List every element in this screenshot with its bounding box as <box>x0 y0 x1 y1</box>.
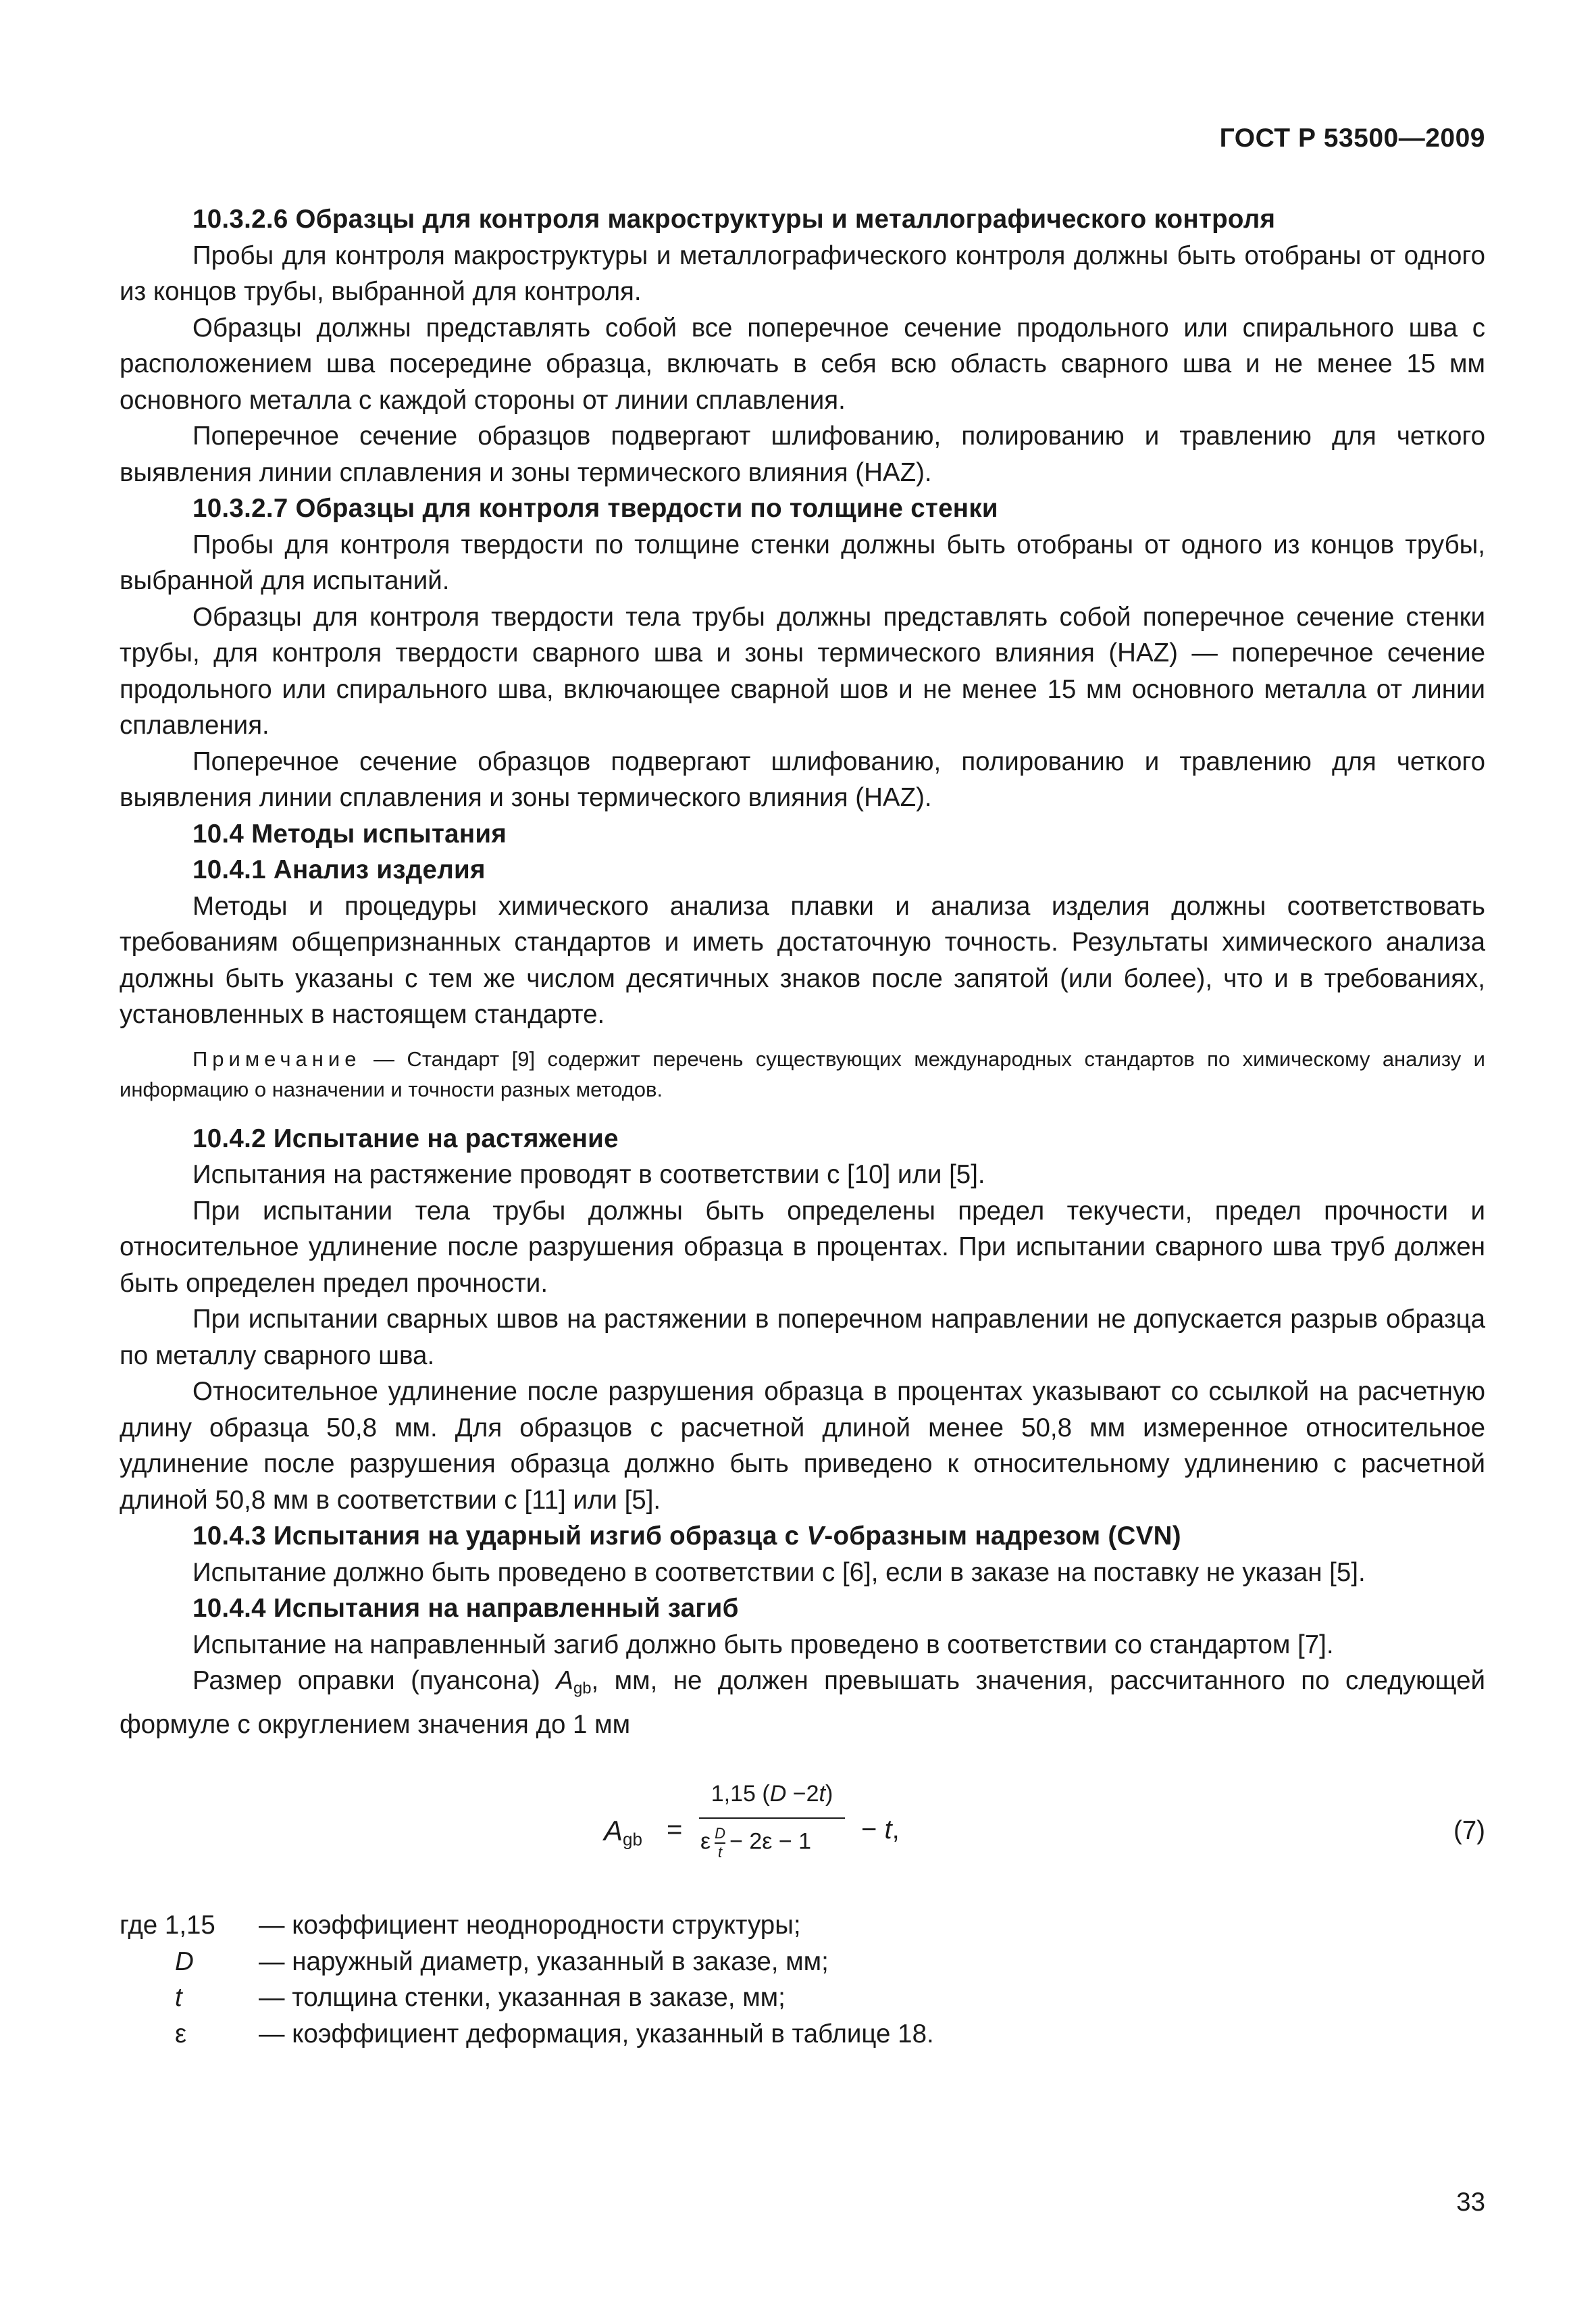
formula-tail <box>861 1815 900 1845</box>
formula-var-d: D <box>769 1781 787 1807</box>
heading-part: -образным надрезом (CVN) <box>824 1521 1181 1551</box>
paragraph: Методы и процедуры химического анализа плавки и анализа изделия должны соответствовать требованиям общепризнанных стандартов и иметь достаточную точность. Результаты химического анализа должны быть указаны с тем же числом десятичных знаков после запятой (или более), что и в требованиях, установленных в настоящем стандарте. <box>120 891 1485 1029</box>
legend-symbol-value: D <box>175 1946 194 1976</box>
formula-paren: ( <box>762 1781 770 1807</box>
section-heading-10-3-2-6: 10.3.2.6 Образцы для контроля макроструктуры и металлографического контроля <box>192 205 1276 234</box>
legend-description: — наружный диаметр, указанный в заказе, мм; <box>259 1946 829 1976</box>
paragraph: Поперечное сечение образцов подвергают шлифованию, полированию и травлению для четкого выявления линии сплавления и зоны термического влияния (HAZ). <box>120 747 1485 812</box>
formula-paren: ) <box>825 1781 833 1807</box>
legend-description: — коэффициент неоднородности структуры; <box>259 1911 801 1940</box>
formula-number: (7) <box>1453 1816 1485 1845</box>
formula-var-a: A <box>604 1815 623 1846</box>
legend-symbol-value: 1,15 <box>164 1911 215 1940</box>
legend-symbol <box>175 1980 182 2016</box>
formula-equals: = <box>667 1815 683 1844</box>
legend-description: — толщина стенки, указанная в заказе, мм; <box>259 1983 786 2012</box>
formula-numerator <box>700 1781 844 1807</box>
page-number: 33 <box>1456 2188 1485 2217</box>
legend-row <box>120 1944 1485 1980</box>
paragraph: Образцы для контроля твердости тела трубы должны представлять собой поперечное сечение стенки трубы, для контроля твердости сварного шва и зоны термического влияния (HAZ) — поперечное сечение продольного или спирального шва, включающее сварной шов и не менее 15 мм основного металла от линии сплавления. <box>120 602 1485 740</box>
legend-row <box>120 1980 1485 2016</box>
legend-symbol-value: ε <box>175 2019 187 2048</box>
section-heading-10-3-2-7: 10.3.2.7 Образцы для контроля твердости по толщине стенки <box>192 494 998 523</box>
text-part: Размер оправки (пуансона) <box>192 1666 557 1695</box>
section-heading-10-4-2: 10.4.2 Испытание на растяжение <box>192 1124 619 1153</box>
paragraph: Образцы должны представлять собой все поперечное сечение продольного или спирального шва с расположением шва посередине образца, включать в себя всю область сварного шва и не менее 15 мм основного металла с каждой стороны от линии сплавления. <box>120 313 1485 415</box>
text-part: , мм, не должен превышать значения, рассчитанного по следующей формуле с округлением значения до 1 мм <box>120 1666 1485 1740</box>
formula-var-d: D <box>715 1825 726 1842</box>
formula-7 <box>120 1781 1485 1882</box>
formula-epsilon: ε <box>700 1828 711 1855</box>
formula-var-t: t <box>884 1815 892 1844</box>
paragraph <box>120 1663 1485 1743</box>
legend-lead: где <box>120 1911 158 1940</box>
legend-symbol <box>175 2016 186 2053</box>
note-text: — Стандарт [9] содержит перечень существующих международных стандартов по химическому анализу и информацию о назначении и точности разных методов. <box>120 1047 1485 1101</box>
section-heading-10-4-1: 10.4.1 Анализ изделия <box>192 855 486 884</box>
formula-comma: , <box>892 1815 900 1844</box>
legend-symbol-value: t <box>175 1983 182 2012</box>
paragraph: Испытание должно быть проведено в соответствии с [6], если в заказе на поставку не указан [5]. <box>192 1557 1366 1587</box>
formula-var-t: t <box>718 1843 723 1861</box>
formula-var-t: t <box>819 1781 825 1807</box>
section-heading-10-4-4: 10.4.4 Испытания на направленный загиб <box>192 1594 739 1623</box>
paragraph: При испытании сварных швов на растяжении в поперечном направлении не допускается разрыв образца по металлу сварного шва. <box>120 1305 1485 1370</box>
legend-row <box>120 1907 1485 1944</box>
paragraph: Испытания на растяжение проводят в соответствии с [10] или [5]. <box>192 1160 985 1189</box>
note <box>120 1044 1485 1105</box>
formula-den-rest: − 2ε − 1 <box>729 1828 812 1855</box>
math-subscript: gb <box>573 1679 592 1698</box>
heading-part: 10.4.3 Испытания на ударный изгиб образца с <box>192 1521 807 1551</box>
paragraph: Испытание на направленный загиб должно быть проведено в соответствии со стандартом [7]. <box>192 1630 1334 1659</box>
formula-fraction-bar <box>699 1817 845 1819</box>
paragraph: Пробы для контроля твердости по толщине стенки должны быть отобраны от одного из концов трубы, выбранной для испытаний. <box>120 530 1485 595</box>
formula-sub-gb: gb <box>623 1829 642 1850</box>
document-header: ГОСТ Р 53500—2009 <box>1219 124 1485 153</box>
math-variable: A <box>556 1666 573 1695</box>
note-label: Примечание <box>192 1047 361 1071</box>
paragraph: Относительное удлинение после разрушения образца в процентах указывают со ссылкой на расчетную длину образца 50,8 мм. Для образцов с расчетной длиной менее 50,8 мм измеренное относительное удлинение после разрушения образца должно быть приведено к относительному удлинению с расчетной длиной 50,8 мм в соответствии с [11] или [5]. <box>120 1377 1485 1515</box>
legend-symbol <box>175 1944 194 1980</box>
section-heading-10-4-3 <box>120 1518 1485 1555</box>
document-body <box>120 201 1485 1743</box>
formula-inner-fraction <box>715 1826 725 1861</box>
section-heading-10-4: 10.4 Методы испытания <box>192 819 507 849</box>
legend-description: — коэффициент деформация, указанный в таблице 18. <box>259 2019 934 2048</box>
formula-lhs <box>604 1815 642 1850</box>
legend-symbol <box>120 1907 215 1944</box>
legend-row <box>120 2016 1485 2053</box>
paragraph: Пробы для контроля макроструктуры и металлографического контроля должны быть отобраны от одного из концов трубы, выбранной для контроля. <box>120 241 1485 306</box>
heading-italic-v: V <box>806 1521 825 1551</box>
formula-legend <box>120 1907 1485 2052</box>
paragraph: При испытании тела трубы должны быть определены предел текучести, предел прочности и относительное удлинение после разрушения образца в процентах. При испытании сварного шва труб должен быть определен предел прочности. <box>120 1196 1485 1298</box>
formula-minus: −2 <box>786 1781 819 1807</box>
formula-denominator <box>700 1826 849 1861</box>
formula-minus: − <box>861 1815 885 1844</box>
formula-coef: 1,15 <box>711 1781 756 1807</box>
paragraph: Поперечное сечение образцов подвергают шлифованию, полированию и травлению для четкого выявления линии сплавления и зоны термического влияния (HAZ). <box>120 422 1485 487</box>
